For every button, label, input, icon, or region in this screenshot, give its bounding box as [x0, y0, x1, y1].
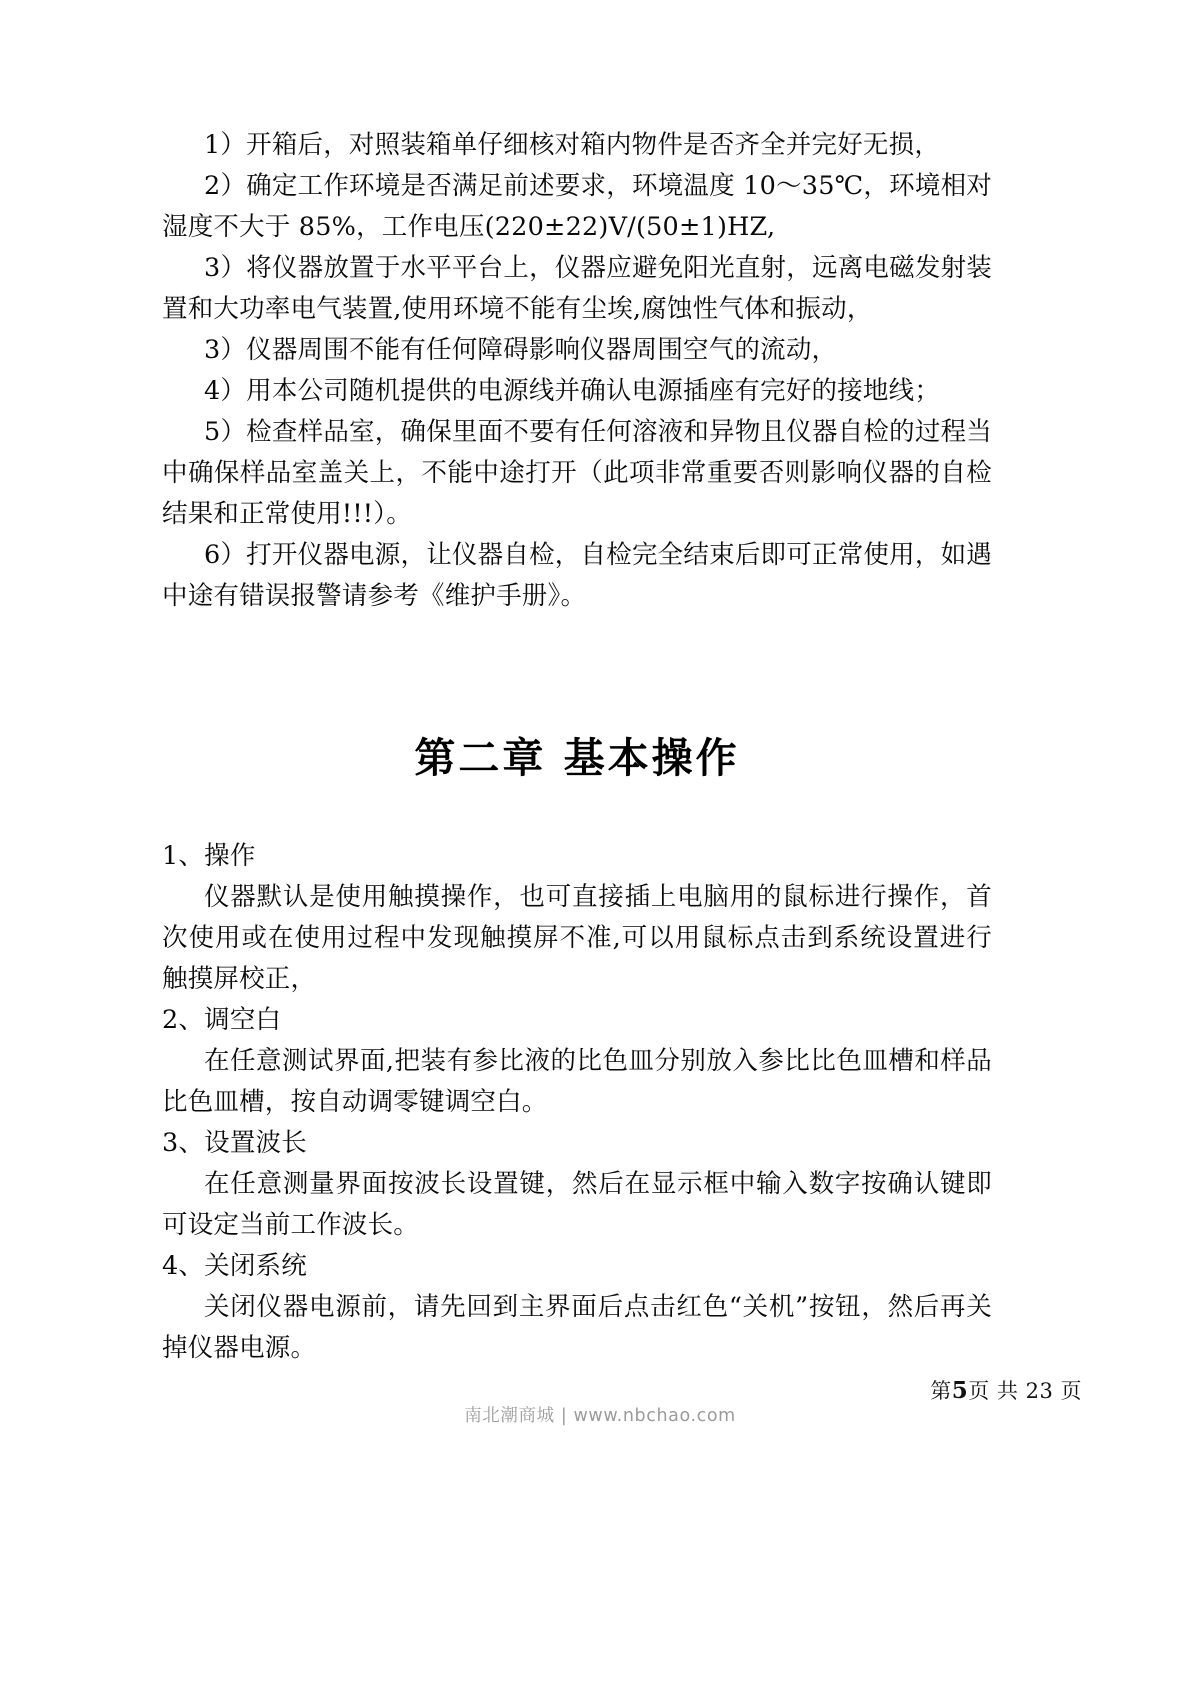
section-body: 在任意测试界面,把装有参比液的比色皿分别放入参比比色皿槽和样品比色皿槽，按自动调零键调空白。	[162, 1046, 992, 1117]
section-blank-adjust	[162, 1000, 992, 1123]
section-body: 关闭仪器电源前，请先回到主界面后点击红色“关机”按钮，然后再关掉仪器电源。	[162, 1292, 992, 1363]
chapter-title: 第二章 基本操作	[414, 734, 740, 782]
page-number-value: 5	[951, 1377, 969, 1404]
section-shutdown	[162, 1246, 992, 1369]
section-body: 仪器默认是使用触摸操作，也可直接插上电脑用的鼠标进行操作，首次使用或在使用过程中发现触摸屏不准,可以用鼠标点击到系统设置进行触摸屏校正，	[162, 882, 992, 994]
page-number-suffix: 页 共 23 页	[968, 1379, 1082, 1403]
section-operation	[162, 836, 992, 1000]
page-content	[162, 125, 992, 1369]
site-watermark: 南北潮商城 | www.nbchao.com	[464, 1406, 736, 1426]
chapter-spacer-top	[162, 617, 992, 725]
setup-step-item: 3）将仪器放置于水平平台上，仪器应避免阳光直射，远离电磁发射装置和大功率电气装置,使用环境不能有尘埃,腐蚀性气体和振动，	[162, 253, 992, 324]
setup-step-item: 2）确定工作环境是否满足前述要求，环境温度 10～35℃，环境相对湿度不大于 85%，工作电压(220±22)V/(50±1)HZ,	[162, 171, 992, 242]
section-body: 在任意测量界面按波长设置键，然后在显示框中输入数字按确认键即可设定当前工作波长。	[162, 1169, 992, 1240]
setup-step-item: 1）开箱后，对照装箱单仔细核对箱内物件是否齐全并完好无损，	[204, 130, 941, 160]
section-set-wavelength	[162, 1123, 992, 1246]
setup-step-item: 5）检查样品室，确保里面不要有任何溶液和异物且仪器自检的过程当中确保样品室盖关上，不能中途打开（此项非常重要否则影响仪器的自检结果和正常使用!!!）。	[162, 417, 992, 529]
setup-step-item: 4）用本公司随机提供的电源线并确认电源插座有完好的接地线；	[204, 376, 941, 406]
setup-step-item: 3）仪器周围不能有任何障碍影响仪器周围空气的流动，	[204, 335, 838, 365]
section-heading: 2、调空白	[162, 1005, 282, 1035]
section-heading: 4、关闭系统	[162, 1251, 307, 1281]
section-heading: 3、设置波长	[162, 1128, 307, 1158]
page-number-prefix: 第	[930, 1379, 952, 1403]
page-number-footer	[0, 1375, 1082, 1405]
setup-step-item: 6）打开仪器电源，让仪器自检，自检完全结束后即可正常使用，如遇中途有错误报警请参考《维护手册》。	[162, 540, 992, 611]
chapter-spacer-bottom	[162, 784, 992, 836]
setup-steps-list	[162, 125, 992, 617]
section-heading: 1、操作	[162, 841, 256, 871]
